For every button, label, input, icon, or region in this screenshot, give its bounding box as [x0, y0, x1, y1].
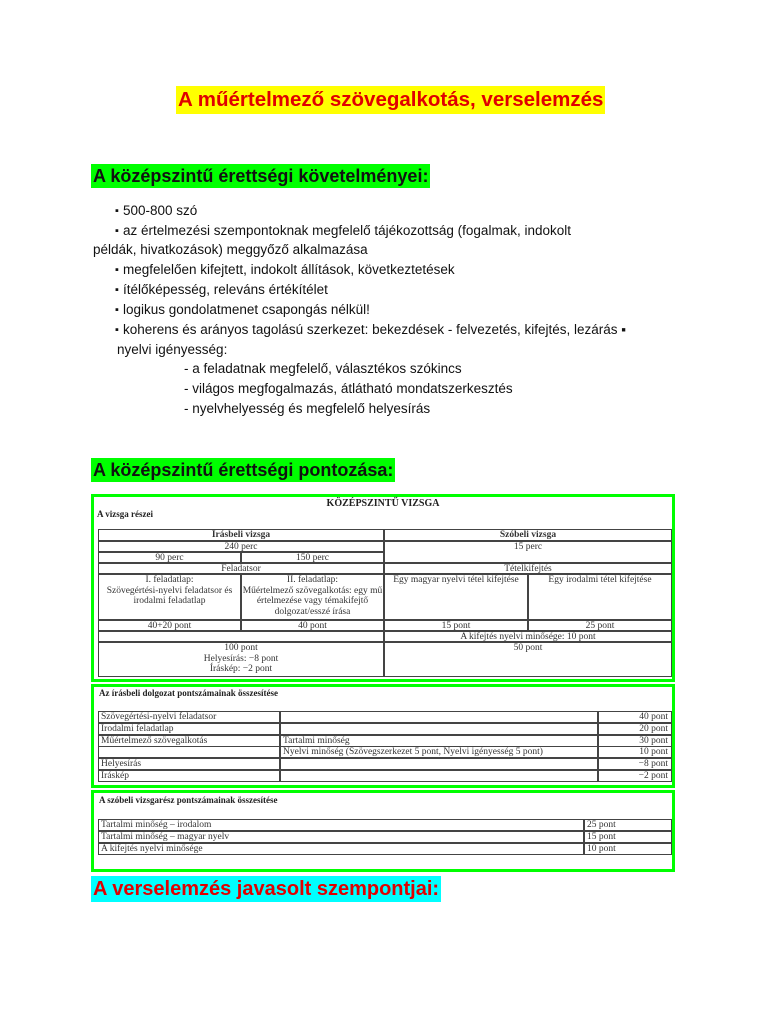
written-time-1: 90 perc [98, 552, 241, 563]
list-item-continuation: nyelvi igényesség: [117, 342, 228, 357]
summary-cell: Irodalmi feladatlap [98, 723, 280, 735]
oral-summary-cell: Tartalmi minőség – irodalom [98, 819, 584, 831]
summary-cell: 10 pont [598, 746, 672, 758]
bullet-icon: ▪ [115, 324, 119, 336]
summary-cell: −2 pont [598, 770, 672, 782]
sub-list-item: - világos megfogalmazás, átlátható mondatszerkesztés [184, 381, 513, 396]
bullet-icon: ▪ [115, 225, 119, 237]
oral-summary-cell: 15 pont [584, 831, 672, 843]
blank-cell [98, 631, 384, 642]
written-summary-table [91, 684, 675, 788]
summary-cell: Tartalmi minőség [280, 735, 598, 747]
list-item-continuation: példák, hivatkozások) meggyőző alkalmazása [93, 242, 368, 257]
oral-exam-header: Szóbeli vizsga [384, 529, 672, 541]
oral-summary-cell: 10 pont [584, 843, 672, 855]
oral-time: 15 perc [384, 541, 672, 563]
written-time-2: 150 perc [241, 552, 384, 563]
oral-sub: Tételkifejtés [384, 563, 672, 574]
scoring-heading: A középszintű érettségi pontozása: [93, 460, 394, 480]
summary-cell: 40 pont [598, 711, 672, 723]
oral-task1: Egy magyar nyelvi tétel kifejtése [384, 574, 528, 620]
oral-lang-quality: A kifejtés nyelvi minősége: 10 pont [384, 631, 672, 642]
task2-cell [241, 574, 384, 620]
points-oral2: 25 pont [528, 620, 672, 631]
summary-cell: 20 pont [598, 723, 672, 735]
exam-structure-table [91, 494, 675, 682]
summary-cell [280, 711, 598, 723]
summary-cell [280, 723, 598, 735]
summary-cell: Nyelvi minőség (Szövegszerkezet 5 pont, Nyelvi igényesség 5 pont) [280, 746, 598, 758]
verse-heading: A verselemzés javasolt szempontjai: [93, 878, 440, 900]
exam-table-title: KÖZÉPSZINTŰ VIZSGA [326, 498, 440, 509]
list-item: ▪ koherens és arányos tagolású szerkezet: bekezdések - felvezetés, kifejtés, lezárás ▪ [115, 320, 626, 340]
summary-cell: −8 pont [598, 758, 672, 770]
bullet-icon: ▪ [115, 304, 119, 316]
task2-title: II. feladatlap: [286, 575, 339, 585]
handwriting-penalty: Íráskép: −2 pont [209, 664, 273, 674]
oral-summary-title: A szóbeli vizsgarész pontszámainak összesítése [99, 795, 278, 805]
requirements-heading: A középszintű érettségi követelményei: [93, 166, 429, 186]
summary-cell: Műértelmező szövegalkotás [98, 735, 280, 747]
page-title: A műértelmező szövegalkotás, verselemzés [176, 86, 605, 114]
summary-cell: Íráskép [98, 770, 280, 782]
list-item: ▪ megfelelően kifejtett, indokolt állítások, következtetések [115, 260, 455, 280]
summary-cell: Helyesírás [98, 758, 280, 770]
task1-title: I. feladatlap: [145, 575, 194, 585]
points-task2: 40 pont [241, 620, 384, 631]
oral-task2: Egy irodalmi tétel kifejtése [528, 574, 672, 620]
oral-summary-cell: A kifejtés nyelvi minősége [98, 843, 584, 855]
summary-cell: 30 pont [598, 735, 672, 747]
oral-summary-cell: Tartalmi minőség – magyar nyelv [98, 831, 584, 843]
summary-cell [98, 746, 280, 758]
written-total: 100 pont [224, 643, 258, 653]
summary-cell [280, 770, 598, 782]
oral-total: 50 pont [384, 642, 672, 677]
task1-desc: Szövegértési-nyelvi feladatsor és irodalmi feladatlap [106, 585, 233, 606]
written-exam-header: Írásbeli vizsga [98, 529, 384, 541]
task1-cell [98, 574, 241, 620]
summary-cell: Szövegértési-nyelvi feladatsor [98, 711, 280, 723]
spelling-penalty: Helyesírás: −8 pont [203, 653, 279, 664]
written-sub: Feladatsor [98, 563, 384, 574]
sub-list-item: - nyelvhelyesség és megfelelő helyesírás [184, 401, 431, 416]
task2-desc: Műértelmező szövegalkotás: egy mű értelmezése vagy témakifejtő dolgozat/esszé írása [242, 585, 383, 617]
written-time: 240 perc [98, 541, 384, 552]
points-oral1: 15 pont [384, 620, 528, 631]
written-total-cell [98, 642, 384, 677]
oral-summary-table [91, 790, 675, 872]
bullet-icon: ▪ [115, 284, 119, 296]
points-task1: 40+20 pont [98, 620, 241, 631]
oral-summary-cell: 25 pont [584, 819, 672, 831]
list-item: ▪ ítélőképesség, releváns értékítélet [115, 280, 328, 300]
summary-cell [280, 758, 598, 770]
exam-parts-label: A vizsga részei [97, 509, 153, 519]
list-item: ▪ logikus gondolatmenet csapongás nélkül! [115, 300, 370, 320]
bullet-icon: ▪ [115, 205, 119, 217]
bullet-icon: ▪ [115, 264, 119, 276]
sub-list-item: - a feladatnak megfelelő, választékos szókincs [184, 361, 462, 376]
list-item: ▪ az értelmezési szempontoknak megfelelő tájékozottság (fogalmak, indokolt [115, 221, 571, 241]
list-item: ▪ 500-800 szó [115, 201, 197, 221]
written-summary-title: Az írásbeli dolgozat pontszámainak összesítése [99, 688, 278, 698]
